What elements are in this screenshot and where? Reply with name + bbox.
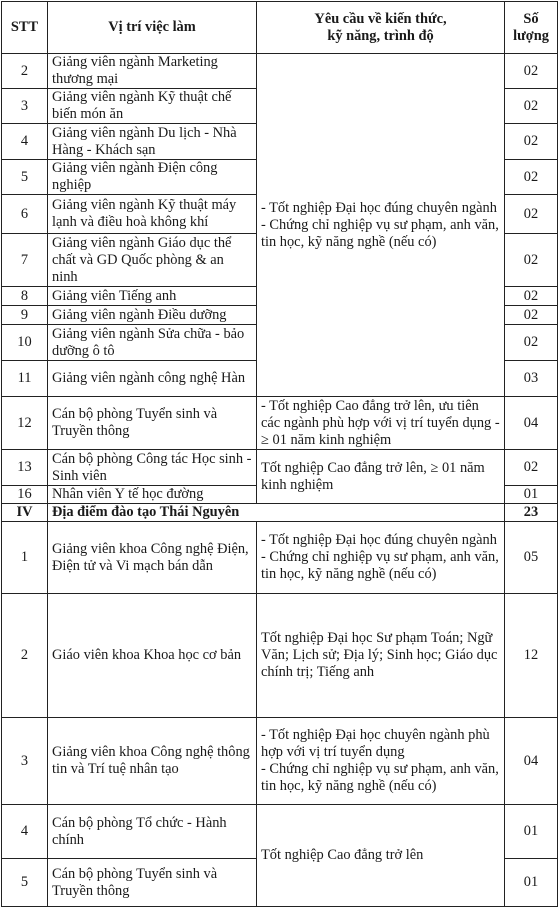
table-row xyxy=(2,450,558,486)
table-row xyxy=(2,805,558,859)
position-cell: Cán bộ phòng Công tác Học sinh - Sinh viên xyxy=(48,450,257,486)
stt-cell: 7 xyxy=(2,234,48,287)
requirement-cell: Tốt nghiệp Cao đẳng trở lên xyxy=(257,805,505,907)
position-cell: Giảng viên ngành Điều dưỡng xyxy=(48,306,257,325)
table-row xyxy=(2,718,558,805)
stt-cell: 11 xyxy=(2,361,48,397)
stt-cell: 5 xyxy=(2,859,48,907)
requirement-line: - Tốt nghiệp Đại học đúng chuyên ngành xyxy=(261,532,497,548)
header-position: Vị trí việc làm xyxy=(48,2,257,54)
header-requirement-line2: kỹ năng, trình độ xyxy=(327,27,434,44)
stt-cell: 1 xyxy=(2,522,48,594)
quantity-cell: 02 xyxy=(505,287,558,306)
requirement-cell: - Tốt nghiệp Cao đẳng trở lên, ưu tiên các ngành phù hợp với vị trí tuyển dụng - ≥ 01 năm kinh nghiệm xyxy=(257,397,505,450)
position-cell: Giảng viên ngành Kỹ thuật chế biến món ăn xyxy=(48,89,257,124)
position-cell: Cán bộ phòng Tuyển sinh và Truyền thông xyxy=(48,397,257,450)
stt-cell: 3 xyxy=(2,89,48,124)
stt-cell: 12 xyxy=(2,397,48,450)
table-row xyxy=(2,594,558,718)
quantity-cell: 02 xyxy=(505,195,558,234)
recruitment-table xyxy=(1,1,558,907)
quantity-cell: 02 xyxy=(505,89,558,124)
position-cell: Giáo viên khoa Khoa học cơ bản xyxy=(48,594,257,718)
requirement-line: - Chứng chỉ nghiệp vụ sư phạm, anh văn, tin học, kỹ năng nghề (nếu có) xyxy=(261,761,499,794)
section-number: IV xyxy=(2,504,48,522)
stt-cell: 4 xyxy=(2,805,48,859)
header-quantity-line1: Số xyxy=(523,10,539,27)
position-cell: Giảng viên ngành Sửa chữa - bảo dưỡng ô tô xyxy=(48,325,257,361)
quantity-cell: 02 xyxy=(505,124,558,160)
position-cell: Cán bộ phòng Tổ chức - Hành chính xyxy=(48,805,257,859)
quantity-cell: 04 xyxy=(505,718,558,805)
stt-cell: 5 xyxy=(2,160,48,195)
header-quantity xyxy=(505,2,558,54)
quantity-cell: 04 xyxy=(505,397,558,450)
quantity-cell: 01 xyxy=(505,805,558,859)
header-stt: STT xyxy=(2,2,48,54)
position-cell: Giảng viên ngành Du lịch - Nhà Hàng - Khách sạn xyxy=(48,124,257,160)
requirement-cell xyxy=(257,718,505,805)
requirement-line: - Tốt nghiệp Đại học chuyên ngành phù hợp với vị trí tuyển dụng xyxy=(261,727,490,760)
stt-cell: 8 xyxy=(2,287,48,306)
position-cell: Giảng viên Tiếng anh xyxy=(48,287,257,306)
quantity-cell: 02 xyxy=(505,450,558,486)
position-cell: Giảng viên ngành Marketing thương mại xyxy=(48,54,257,89)
position-cell: Giảng viên ngành Điện công nghiệp xyxy=(48,160,257,195)
quantity-cell: 01 xyxy=(505,486,558,504)
quantity-cell: 12 xyxy=(505,594,558,718)
section-title: Địa điểm đào tạo Thái Nguyên xyxy=(48,504,505,522)
requirement-cell xyxy=(257,522,505,594)
requirement-cell: Tốt nghiệp Đại học Sư phạm Toán; Ngữ Văn; Lịch sử; Địa lý; Sinh học; Giáo dục chính trị; Tiếng anh xyxy=(257,594,505,718)
table-header-row xyxy=(2,2,558,54)
table-row xyxy=(2,522,558,594)
stt-cell: 3 xyxy=(2,718,48,805)
table-row xyxy=(2,397,558,450)
stt-cell: 6 xyxy=(2,195,48,234)
requirement-cell: Tốt nghiệp Cao đẳng trở lên, ≥ 01 năm kinh nghiệm xyxy=(257,450,505,504)
quantity-cell: 02 xyxy=(505,325,558,361)
quantity-cell: 02 xyxy=(505,160,558,195)
stt-cell: 16 xyxy=(2,486,48,504)
position-cell: Nhân viên Y tế học đường xyxy=(48,486,257,504)
requirement-cell: - Tốt nghiệp Đại học đúng chuyên ngành - Chứng chỉ nghiệp vụ sư phạm, anh văn, tin học, kỹ năng nghề (nếu có) xyxy=(257,54,505,397)
requirement-line: - Chứng chỉ nghiệp vụ sư phạm, anh văn, tin học, kỹ năng nghề (nếu có) xyxy=(261,549,499,582)
quantity-cell: 02 xyxy=(505,306,558,325)
stt-cell: 13 xyxy=(2,450,48,486)
quantity-cell: 03 xyxy=(505,361,558,397)
position-cell: Giảng viên ngành công nghệ Hàn xyxy=(48,361,257,397)
section-total: 23 xyxy=(505,504,558,522)
header-requirement-line1: Yêu cầu về kiến thức, xyxy=(314,10,447,27)
quantity-cell: 05 xyxy=(505,522,558,594)
table-row xyxy=(2,54,558,89)
position-cell: Giảng viên khoa Công nghệ Điện, Điện tử và Vi mạch bán dẫn xyxy=(48,522,257,594)
quantity-cell: 01 xyxy=(505,859,558,907)
section-row xyxy=(2,504,558,522)
position-cell: Giảng viên ngành Kỹ thuật máy lạnh và điều hoà không khí xyxy=(48,195,257,234)
stt-cell: 4 xyxy=(2,124,48,160)
position-cell: Giảng viên ngành Giáo dục thể chất và GD Quốc phòng & an ninh xyxy=(48,234,257,287)
stt-cell: 2 xyxy=(2,594,48,718)
position-cell: Cán bộ phòng Tuyển sinh và Truyền thông xyxy=(48,859,257,907)
quantity-cell: 02 xyxy=(505,234,558,287)
stt-cell: 2 xyxy=(2,54,48,89)
stt-cell: 9 xyxy=(2,306,48,325)
position-cell: Giảng viên khoa Công nghệ thông tin và Trí tuệ nhân tạo xyxy=(48,718,257,805)
stt-cell: 10 xyxy=(2,325,48,361)
header-quantity-line2: lượng xyxy=(513,27,549,44)
header-requirement xyxy=(257,2,505,54)
quantity-cell: 02 xyxy=(505,54,558,89)
